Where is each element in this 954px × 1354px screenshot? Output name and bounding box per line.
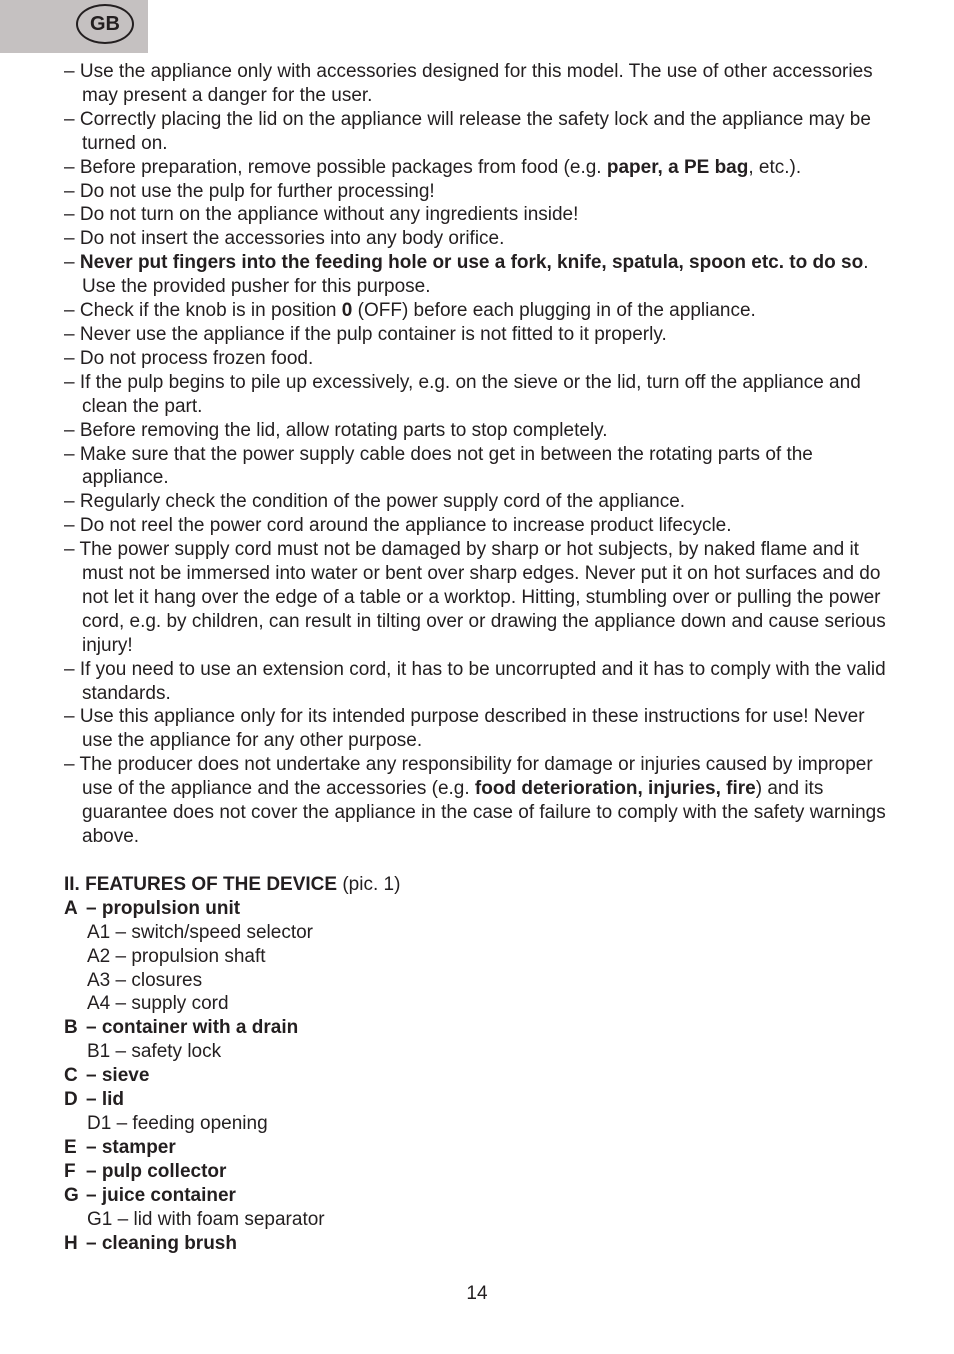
warning-item	[64, 323, 894, 347]
warning-item	[64, 705, 894, 753]
feature-item	[64, 897, 894, 921]
feature-subitem: A4 – supply cord	[87, 993, 229, 1015]
warning-item	[64, 753, 894, 849]
warning-text: – Do not process frozen food.	[64, 347, 314, 369]
feature-name: – pulp collector	[86, 1160, 227, 1182]
features-list	[64, 897, 894, 1256]
warning-text: – Check if the knob is in position	[64, 300, 342, 322]
warning-text: – Regularly check the condition of the power supply cord of the appliance.	[64, 491, 686, 513]
section-heading	[64, 873, 894, 897]
feature-name: – juice container	[86, 1184, 236, 1206]
feature-item	[64, 1088, 894, 1112]
warning-text: – If the pulp begins to pile up excessively, e.g. on the sieve or the lid, turn off the appliance and clean the part.	[64, 371, 861, 417]
warning-item	[64, 299, 894, 323]
warning-item	[64, 658, 894, 706]
feature-letter: H	[64, 1232, 78, 1254]
feature-item	[64, 1184, 894, 1208]
warning-item	[64, 514, 894, 538]
feature-item	[64, 1064, 894, 1088]
warning-text: – Use this appliance only for its intended purpose described in these instructions for use! Never use the appliance for any other purpose.	[64, 706, 865, 752]
warning-item	[64, 156, 894, 180]
warning-text: – Do not use the pulp for further processing!	[64, 180, 435, 202]
feature-letter: C	[64, 1065, 78, 1087]
warning-emphasis: paper, a PE bag	[606, 156, 749, 178]
warning-text: , etc.).	[748, 156, 802, 178]
warning-text: – Correctly placing the lid on the appliance will release the safety lock and the appliance may be turned on.	[64, 108, 871, 154]
section-title: II. FEATURES OF THE DEVICE	[64, 873, 338, 895]
feature-letter: E	[64, 1136, 77, 1158]
warning-text: – Do not reel the power cord around the appliance to increase product lifecycle.	[64, 515, 732, 537]
warning-item	[64, 227, 894, 251]
feature-name: – sieve	[86, 1065, 150, 1087]
warning-text: – Never use the appliance if the pulp container is not fitted to it properly.	[64, 323, 667, 345]
warning-text: – If you need to use an extension cord, it has to be uncorrupted and it has to comply with the valid standards.	[64, 658, 886, 704]
warning-text: . Use the provided pusher for this purpose.	[82, 252, 869, 298]
feature-subitem: G1 – lid with foam separator	[87, 1208, 325, 1230]
warning-emphasis: 0	[341, 300, 353, 322]
warning-text: – Before removing the lid, allow rotating parts to stop completely.	[64, 419, 608, 441]
feature-letter: B	[64, 1017, 78, 1039]
feature-item	[64, 1016, 894, 1040]
feature-name: – container with a drain	[86, 1017, 299, 1039]
feature-item	[64, 1232, 894, 1256]
warning-emphasis: food deterioration, injuries, fire	[474, 778, 756, 800]
warning-item	[64, 371, 894, 419]
feature-letter: G	[64, 1184, 79, 1206]
warning-text: ) and its guarantee does not cover the appliance in the case of failure to comply with the safety warnings above.	[82, 778, 886, 847]
warning-text: – Make sure that the power supply cable does not get in between the rotating parts of the appliance.	[64, 443, 813, 489]
feature-name: – lid	[86, 1089, 125, 1111]
warning-text: –	[64, 252, 80, 274]
warning-item	[64, 108, 894, 156]
language-tab	[0, 0, 148, 53]
warning-item	[64, 443, 894, 491]
warning-text: – The producer does not undertake any responsibility for damage or injuries caused by improper use of the appliance and the accessories (e.g.	[64, 754, 873, 800]
warning-item	[64, 490, 894, 514]
warning-item	[64, 538, 894, 658]
warning-text: (OFF) before each plugging in of the appliance.	[352, 300, 756, 322]
warning-text: – Do not insert the accessories into any body orifice.	[64, 228, 505, 250]
warning-item	[64, 251, 894, 299]
warning-item	[64, 419, 894, 443]
safety-warnings-list	[64, 60, 894, 849]
warning-text: – Do not turn on the appliance without any ingredients inside!	[64, 204, 579, 226]
warning-text: – Use the appliance only with accessories designed for this model. The use of other accessories may present a danger for the user.	[64, 61, 873, 106]
document-body	[64, 60, 894, 1255]
feature-subitem: D1 – feeding opening	[87, 1112, 268, 1134]
feature-letter: D	[64, 1089, 78, 1111]
warning-text: – Before preparation, remove possible packages from food (e.g.	[64, 156, 607, 178]
feature-name: – stamper	[86, 1136, 176, 1158]
feature-letter: F	[64, 1160, 76, 1182]
language-badge: GB	[76, 4, 134, 44]
feature-item	[64, 1160, 894, 1184]
warning-text: – The power supply cord must not be damaged by sharp or hot subjects, by naked flame and it must not be immersed into water or bent over sharp edges. Never put it on hot surfaces and do not let it hang over the edge of a table or a worktop. Hitting, stumbling over or pulling the power cord, e.g. by children, can result in tilting over or drawing the appliance down and cause serious injury!	[64, 539, 886, 656]
feature-letter: A	[64, 897, 78, 919]
section-title-suffix: (pic. 1)	[337, 873, 401, 895]
warning-emphasis: Never put fingers into the feeding hole or use a fork, knife, spatula, spoon etc. to do so	[79, 252, 864, 274]
feature-item	[64, 1136, 894, 1160]
warning-item	[64, 180, 894, 204]
feature-name: – propulsion unit	[86, 897, 241, 919]
page-number: 14	[466, 1283, 488, 1304]
feature-subitem: A2 – propulsion shaft	[87, 945, 266, 967]
feature-subitem: A3 – closures	[87, 969, 203, 991]
feature-subitem: A1 – switch/speed selector	[87, 921, 314, 943]
feature-subitem: B1 – safety lock	[87, 1041, 222, 1063]
warning-item	[64, 203, 894, 227]
feature-name: – cleaning brush	[86, 1232, 237, 1254]
warning-item	[64, 60, 894, 108]
warning-item	[64, 347, 894, 371]
